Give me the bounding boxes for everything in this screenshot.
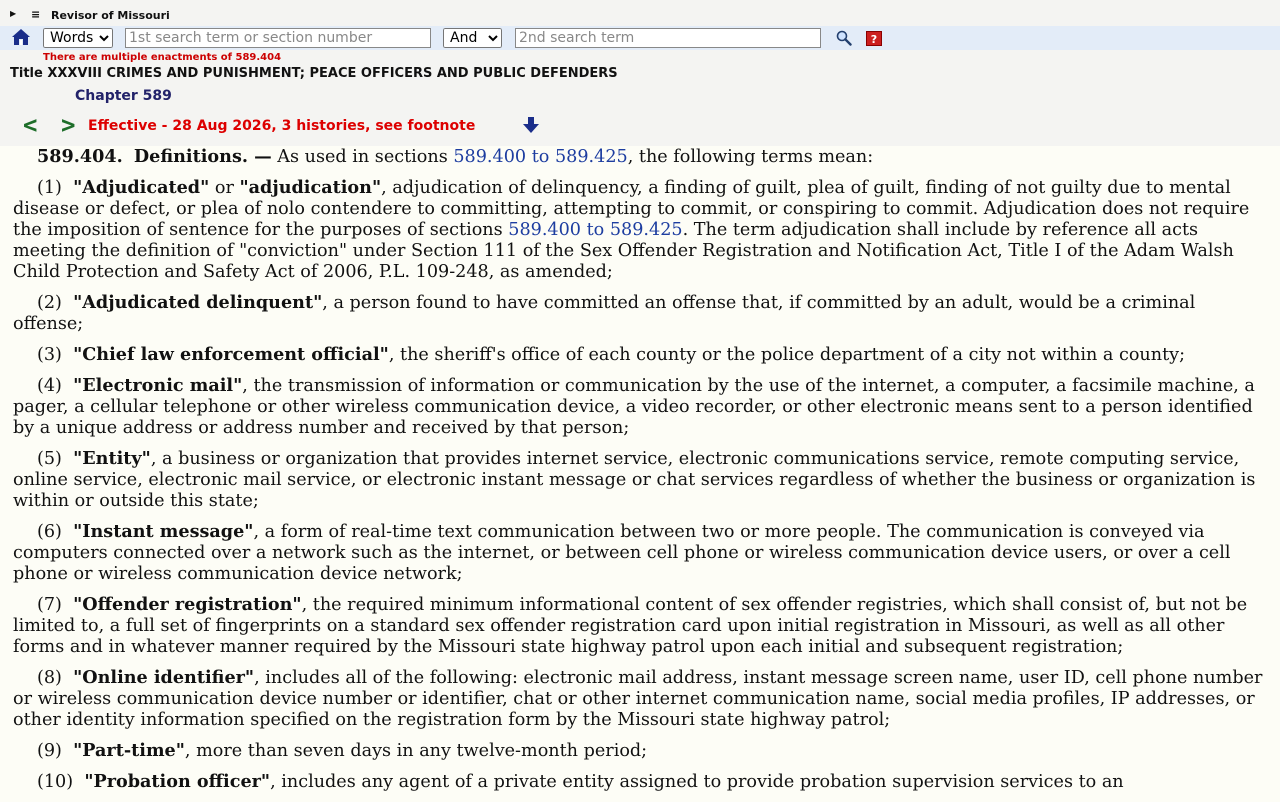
page-header <box>0 0 1280 146</box>
definition-item <box>13 771 1269 793</box>
section-text <box>13 146 1269 802</box>
definition-number: (5) <box>37 449 62 469</box>
definition-number: (8) <box>37 668 62 688</box>
top-bar <box>0 6 1280 26</box>
section-number: 589.404. <box>37 146 123 167</box>
previous-section-button[interactable]: < <box>23 111 38 139</box>
sections-range-link[interactable]: 589.400 to 589.425 <box>453 147 628 167</box>
definition-item <box>13 740 1269 762</box>
definition-item <box>13 177 1269 283</box>
intro-text: As used in sections <box>277 147 454 167</box>
definition-text: , adjudication of delinquency, a finding of guilt, plea of guilt, finding of not guilty due to mental disease or defect, or plea of nolo contendere to committing, attempting to commit, or conspiring to commit. Adjudication does not require the imposition of sentence for the purposes of sections <box>13 178 1250 240</box>
search-icon[interactable] <box>836 30 852 46</box>
definition-item <box>13 667 1269 731</box>
second-search-term-input[interactable] <box>515 28 821 48</box>
search-mode-select[interactable] <box>43 28 113 48</box>
definition-item <box>13 594 1269 658</box>
defined-term: "Probation officer" <box>84 771 271 792</box>
chapter-link[interactable]: Chapter 589 <box>75 88 172 104</box>
defined-term: "Offender registration" <box>73 594 302 615</box>
definition-text: , more than seven days in any twelve-month period; <box>184 741 648 761</box>
definition-number: (6) <box>37 522 62 542</box>
search-bar <box>0 26 1280 50</box>
definition-text: , includes any agent of a private entity assigned to provide probation supervision services to an <box>270 772 1124 792</box>
definition-text: , the transmission of information or communication by the use of the internet, a computer, a facsimile machine, a pager, a cellular telephone or other wireless communication device, a video recorder, or other electronic means sent to a person identified by a unique address or address number and received by that person; <box>13 376 1255 438</box>
defined-term: "Chief law enforcement official" <box>73 344 389 365</box>
definition-text: , a form of real-time text communication between two or more people. The communication is conveyed via computers connected over a network such as the internet, or between cell phone or wireless communication device users, or over a cell phone or wireless communication device network; <box>13 522 1231 584</box>
definition-item <box>13 521 1269 585</box>
defined-term: "adjudication" <box>239 177 382 198</box>
site-name: Revisor of Missouri <box>51 9 170 22</box>
definition-item <box>13 448 1269 512</box>
expand-triangle-icon[interactable]: ▶ <box>10 9 17 18</box>
defined-term: "Electronic mail" <box>73 375 243 396</box>
definition-number: (10) <box>37 772 74 792</box>
next-section-button[interactable]: > <box>61 111 76 139</box>
help-icon[interactable]: ? <box>866 31 882 46</box>
definition-text: , a business or organization that provides internet service, electronic communications service, remote computing service, online service, electronic mail service, or electronic instant message or chat services regardless of whether the business or organization is within or outside this state; <box>13 449 1256 511</box>
search-operator-select[interactable] <box>443 28 502 48</box>
defined-term: "Instant message" <box>73 521 254 542</box>
defined-term: "Adjudicated delinquent" <box>73 292 323 313</box>
definition-number: (1) <box>37 178 62 198</box>
definition-item <box>13 375 1269 439</box>
intro-text-end: , the following terms mean: <box>627 147 874 167</box>
sections-range-link[interactable]: 589.400 to 589.425 <box>508 220 683 240</box>
definition-text: , includes all of the following: electronic mail address, instant message screen name, user ID, cell phone number or wireless communication device number or identifier, chat or other internet communication name, social media profiles, IP addresses, or other identity information specified on the registration form by the Missouri state highway patrol; <box>13 668 1263 730</box>
definition-number: (4) <box>37 376 62 396</box>
menu-icon[interactable]: ≡ <box>31 8 41 21</box>
definition-item <box>13 344 1269 366</box>
section-title: Definitions. — <box>133 146 272 167</box>
definition-item <box>13 292 1269 335</box>
section-heading <box>13 146 1269 168</box>
definition-text: , the sheriff's office of each county or the police department of a city not within a county; <box>388 345 1186 365</box>
definition-text: , a person found to have committed an offense that, if committed by an adult, would be a criminal offense; <box>13 293 1196 334</box>
definition-number: (7) <box>37 595 62 615</box>
defined-term: "Online identifier" <box>73 667 255 688</box>
defined-term: "Adjudicated" <box>73 177 210 198</box>
effective-date-note[interactable]: Effective - 28 Aug 2026, 3 histories, see footnote <box>88 118 476 134</box>
definition-number: (2) <box>37 293 62 313</box>
definition-text: . The term adjudication shall include by reference all acts meeting the definition of "conviction" under Section 111 of the Sex Offender Registration and Notification Act, Title I of the Adam Walsh Child Protection and Safety Act of 2006, P.L. 109-248, as amended; <box>13 220 1234 282</box>
first-search-term-input[interactable] <box>125 28 431 48</box>
defined-term: "Part-time" <box>73 740 185 761</box>
multiple-enactments-notice[interactable]: There are multiple enactments of 589.404 <box>43 52 282 63</box>
home-icon[interactable] <box>11 27 31 47</box>
down-arrow-icon[interactable] <box>522 116 540 134</box>
definition-text: , the required minimum informational content of sex offender registries, which shall consist of, but not be limited to, a full set of fingerprints on a standard sex offender registration card upon initial registration in Missouri, as well as all other forms and in whatever manner required by the Missouri state highway patrol upon each initial and subsequent registration; <box>13 595 1248 657</box>
definition-text: or <box>209 178 240 198</box>
title-line[interactable]: Title XXXVIII CRIMES AND PUNISHMENT; PEACE OFFICERS AND PUBLIC DEFENDERS <box>10 66 618 81</box>
definition-number: (3) <box>37 345 62 365</box>
defined-term: "Entity" <box>73 448 151 469</box>
definition-number: (9) <box>37 741 62 761</box>
